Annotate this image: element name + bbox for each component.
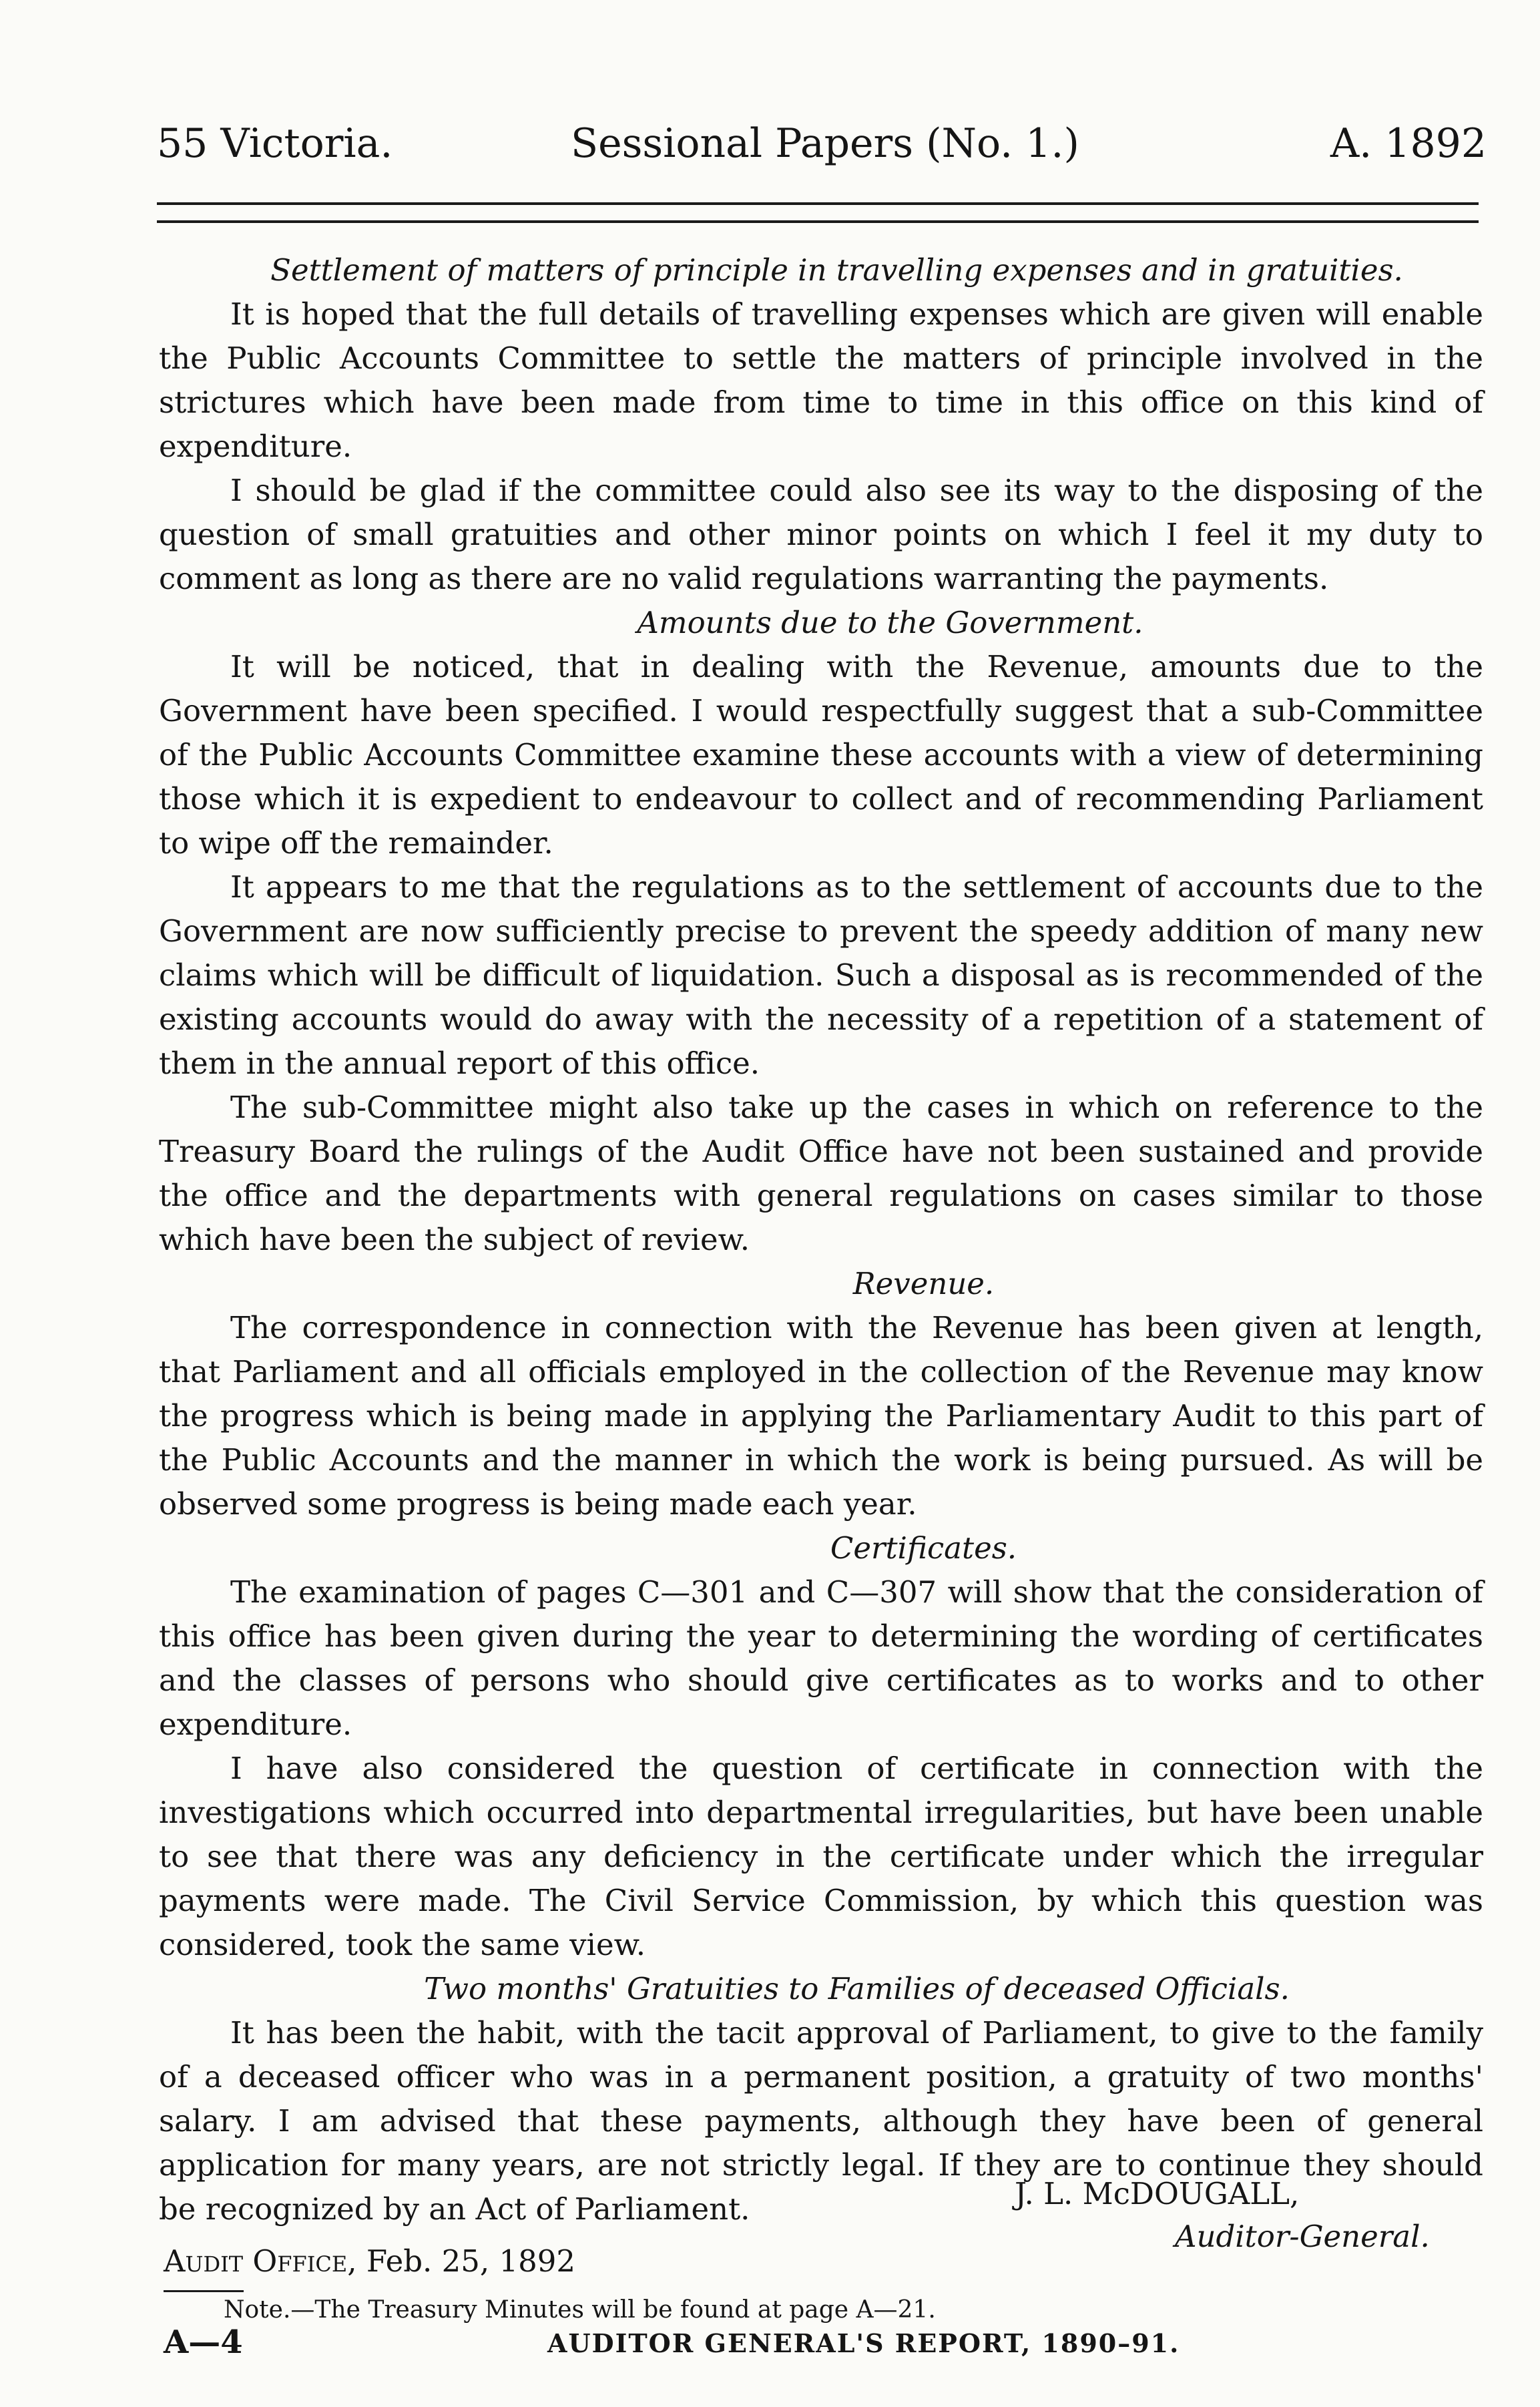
section-heading-travelling: Settlement of matters of principle in travelling expenses and in gratuities. <box>270 252 1403 288</box>
paragraph: The sub-Committee might also take up the cases in which on reference to the Treasury Board the rulings of the Audit Office have not been sustained and provide the office and the departments with general regulations on cases similar to those which have been the subject of review. <box>159 1090 1483 1257</box>
signatory-name: J. L. McDOUGALL, <box>1015 2176 1300 2211</box>
paragraph: The examination of pages C—301 and C—307 will show that the consideration of this office has been given during the year to determining the wording of certificates and the classes of persons who should give certificates as to works and to other expenditure. <box>159 1574 1483 1742</box>
header-title: Sessional Papers (No. 1.) <box>571 120 1079 167</box>
running-header <box>157 117 1487 170</box>
section-heading-certificates: Certificates. <box>830 1530 1017 1566</box>
footnote: Note.—The Treasury Minutes will be found at page A—21. <box>224 2296 936 2324</box>
paragraph: It appears to me that the regulations as to the settlement of accounts due to the Government are now sufficiently precise to prevent the speedy addition of many new claims which will be difficult of liquidation. Such a disposal as is recommended of the existing accounts would do away with the necessity of a repetition of a statement of them in the annual report of this office. <box>159 869 1483 1081</box>
header-rule-top <box>157 202 1479 205</box>
header-rule-bottom <box>157 220 1479 223</box>
dateline <box>164 2241 575 2281</box>
signatory-title: Auditor-General. <box>1175 2219 1430 2254</box>
paragraph: It has been the habit, with the tacit approval of Parliament, to give to the family of a deceased officer who was in a permanent position, a gratuity of two months' salary. I am advised that these payments, although they have been of general application for many years, are not strictly legal. If they are to continue they should be recognized by an Act of Parliament. <box>159 2015 1483 2227</box>
running-footer-title: AUDITOR GENERAL'S REPORT, 1890–91. <box>547 2328 1180 2358</box>
report-body <box>159 248 1483 2231</box>
footnote-rule <box>164 2290 244 2292</box>
dateline-office: Audit Office, <box>164 2243 357 2279</box>
signature-block <box>1015 2173 1430 2258</box>
paragraph: It will be noticed, that in dealing with the Revenue, amounts due to the Government have been specified. I would respectfully suggest that a sub-Committee of the Public Accounts Committee examine these accounts with a view of determining those which it is expedient to endeavour to collect and of recommending Parliament to wipe off the remainder. <box>159 649 1483 861</box>
header-year: A. 1892 <box>1330 120 1487 167</box>
section-heading-gratuities: Two months' Gratuities to Families of deceased Officials. <box>424 1971 1290 2006</box>
section-heading-revenue: Revenue. <box>852 1266 995 1301</box>
page-number: A—4 <box>164 2324 243 2361</box>
paragraph: I have also considered the question of certificate in connection with the investigations which occurred into departmental irregularities, but have been unable to see that there was any deficiency in the certificate under which the irregular payments were made. The Civil Service Commission, by which this question was considered, took the same view. <box>159 1751 1483 1962</box>
section-heading-amounts-due: Amounts due to the Government. <box>637 605 1143 640</box>
header-volume: 55 Victoria. <box>157 120 393 167</box>
paragraph: The correspondence in connection with the Revenue has been given at length, that Parliament and all officials employed in the collection of the Revenue may know the progress which is being made in applying the Parliamentary Audit to this part of the Public Accounts and the manner in which the work is being pursued. As will be observed some progress is being made each year. <box>159 1310 1483 1522</box>
dateline-date: Feb. 25, 1892 <box>366 2243 576 2279</box>
paragraph: I should be glad if the committee could also see its way to the disposing of the question of small gratuities and other minor points on which I feel it my duty to comment as long as there are no valid regulations warranting the payments. <box>159 473 1483 596</box>
paragraph: It is hoped that the full details of travelling expenses which are given will enable the Public Accounts Committee to settle the matters of principle involved in the strictures which have been made from time to time in this office on this kind of expenditure. <box>159 296 1483 464</box>
